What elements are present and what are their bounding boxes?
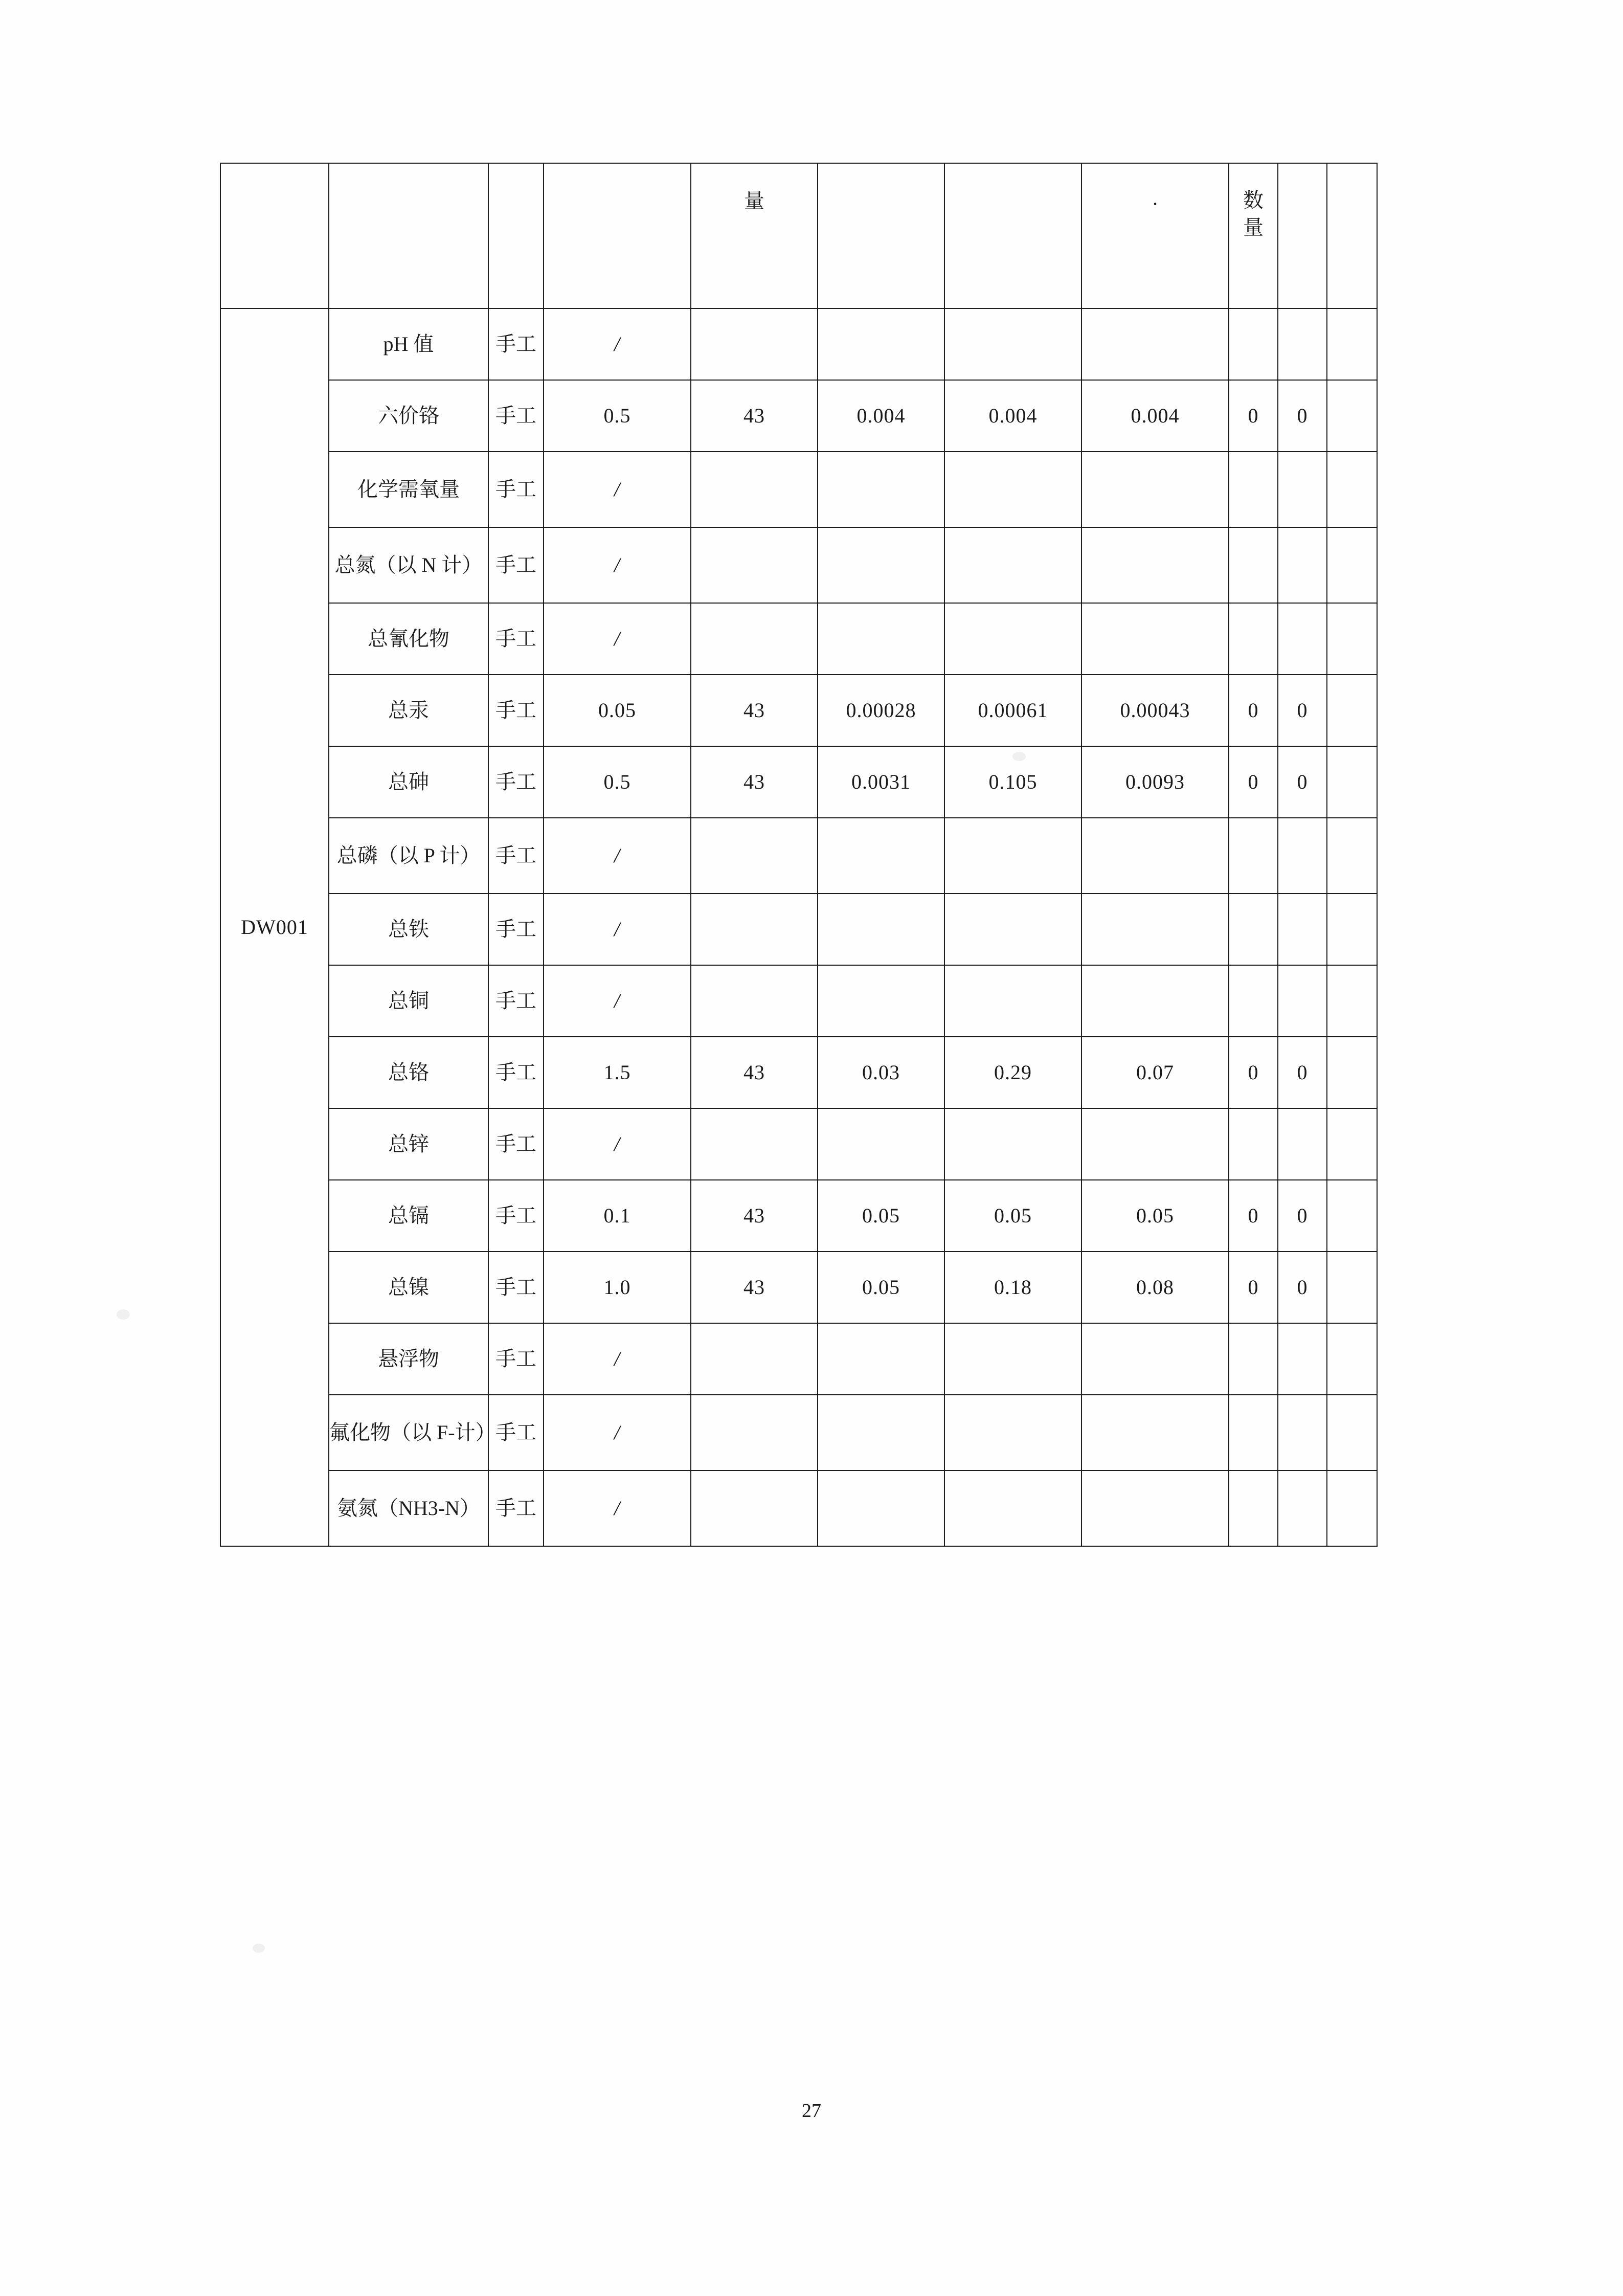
- pollutant-name-cell: 氟化物（以 F-计）: [329, 1395, 488, 1470]
- extra-cell: [1327, 965, 1377, 1037]
- table-row: [220, 675, 1377, 746]
- max-value-cell: [944, 894, 1081, 965]
- monitor-count-cell: 43: [691, 1037, 818, 1108]
- table-row: [220, 746, 1377, 818]
- exceed-count-cell: [1229, 818, 1278, 894]
- exceed-count-cell: [1229, 965, 1278, 1037]
- extra-cell: [1327, 603, 1377, 675]
- extra-cell: [1327, 1470, 1377, 1546]
- exceed-count-cell: [1229, 1323, 1278, 1395]
- monitor-count-cell: [691, 1470, 818, 1546]
- monitor-count-cell: 43: [691, 675, 818, 746]
- header-label-quantity: 量: [744, 189, 764, 212]
- exceed-rate-cell: [1278, 527, 1327, 603]
- monitor-method-label: 手工: [495, 1061, 536, 1084]
- max-value-cell: 0.05: [944, 1180, 1081, 1252]
- min-value-cell: 0.05: [818, 1180, 944, 1252]
- monitor-count-cell: 43: [691, 746, 818, 818]
- monitor-method-cell: [488, 308, 544, 380]
- min-value-cell: [818, 308, 944, 380]
- emission-limit-cell: 0.1: [544, 1180, 691, 1252]
- exceed-rate-cell: 0: [1278, 675, 1327, 746]
- pollutant-name-cell: 总磷（以 P 计）: [329, 818, 488, 894]
- monitor-method-cell: [488, 1252, 544, 1323]
- monitor-method-label: 手工: [495, 844, 536, 867]
- extra-cell: [1327, 746, 1377, 818]
- monitor-method-label: 手工: [495, 332, 536, 355]
- emission-limit-cell: 1.0: [544, 1252, 691, 1323]
- min-value-cell: 0.05: [818, 1252, 944, 1323]
- exceed-rate-cell: [1278, 1470, 1327, 1546]
- exceed-rate-cell: 0: [1278, 1180, 1327, 1252]
- table-row: [220, 527, 1377, 603]
- monitor-count-cell: [691, 603, 818, 675]
- min-value-cell: [818, 1395, 944, 1470]
- max-value-cell: [944, 1395, 1081, 1470]
- exceed-rate-cell: 0: [1278, 1037, 1327, 1108]
- header-cell-pollutant: [329, 163, 488, 308]
- header-cell-quantity: [691, 163, 818, 308]
- table-row: [220, 1252, 1377, 1323]
- emission-limit-cell: /: [544, 1470, 691, 1546]
- exceed-count-cell: 0: [1229, 1037, 1278, 1108]
- table-row: [220, 1323, 1377, 1395]
- emission-limit-cell: 1.5: [544, 1037, 691, 1108]
- emission-limit-cell: /: [544, 452, 691, 527]
- monitor-count-cell: [691, 965, 818, 1037]
- monitor-method-cell: [488, 603, 544, 675]
- avg-value-cell: [1081, 965, 1229, 1037]
- table-row: [220, 452, 1377, 527]
- pollutant-name-cell: 总汞: [329, 675, 488, 746]
- exceed-rate-cell: [1278, 308, 1327, 380]
- avg-value-cell: 0.004: [1081, 380, 1229, 452]
- exceed-rate-cell: 0: [1278, 746, 1327, 818]
- header-label-dot: ·: [1152, 192, 1159, 215]
- pollutant-name-cell: 总砷: [329, 746, 488, 818]
- table-row: [220, 818, 1377, 894]
- min-value-cell: [818, 1323, 944, 1395]
- exceed-rate-cell: [1278, 894, 1327, 965]
- monitor-method-cell: [488, 675, 544, 746]
- exceed-count-cell: [1229, 894, 1278, 965]
- monitor-count-cell: [691, 894, 818, 965]
- monitor-method-cell: [488, 1323, 544, 1395]
- monitor-method-label: 手工: [495, 553, 536, 576]
- monitor-method-label: 手工: [495, 1276, 536, 1299]
- header-cell-limit: [544, 163, 691, 308]
- monitor-method-cell: [488, 894, 544, 965]
- max-value-cell: [944, 308, 1081, 380]
- max-value-cell: 0.00061: [944, 675, 1081, 746]
- emission-limit-cell: 0.5: [544, 746, 691, 818]
- min-value-cell: [818, 1108, 944, 1180]
- paper-smudge: [253, 1944, 265, 1953]
- avg-value-cell: 0.07: [1081, 1037, 1229, 1108]
- avg-value-cell: [1081, 818, 1229, 894]
- emission-limit-cell: /: [544, 1323, 691, 1395]
- emission-limit-cell: /: [544, 1395, 691, 1470]
- emission-limit-cell: /: [544, 818, 691, 894]
- monitor-count-cell: [691, 308, 818, 380]
- extra-cell: [1327, 527, 1377, 603]
- monitor-method-label: 手工: [495, 404, 536, 427]
- max-value-cell: [944, 452, 1081, 527]
- avg-value-cell: [1081, 1323, 1229, 1395]
- extra-cell: [1327, 1180, 1377, 1252]
- exceed-count-cell: 0: [1229, 675, 1278, 746]
- pollutant-name-cell: 化学需氧量: [329, 452, 488, 527]
- data-table: [220, 163, 1378, 1547]
- monitor-method-cell: [488, 452, 544, 527]
- exceed-count-cell: [1229, 1395, 1278, 1470]
- exceed-rate-cell: [1278, 818, 1327, 894]
- exceed-count-cell: 0: [1229, 746, 1278, 818]
- avg-value-cell: [1081, 308, 1229, 380]
- pollutant-name-cell: 总氰化物: [329, 603, 488, 675]
- avg-value-cell: [1081, 1395, 1229, 1470]
- table-row: [220, 1037, 1377, 1108]
- emission-limit-cell: /: [544, 308, 691, 380]
- monitor-method-label: 手工: [495, 989, 536, 1012]
- max-value-cell: [944, 818, 1081, 894]
- pollutant-name-cell: 总氮（以 N 计）: [329, 527, 488, 603]
- min-value-cell: [818, 527, 944, 603]
- monitor-method-cell: [488, 746, 544, 818]
- table-row: [220, 1108, 1377, 1180]
- header-label-exceed-quantity: 数量: [1243, 189, 1264, 239]
- avg-value-cell: [1081, 894, 1229, 965]
- pollutant-name-cell: 总铁: [329, 894, 488, 965]
- monitor-method-label: 手工: [495, 770, 536, 793]
- min-value-cell: [818, 603, 944, 675]
- pollutant-name-cell: 六价铬: [329, 380, 488, 452]
- monitor-count-cell: 43: [691, 380, 818, 452]
- avg-value-cell: [1081, 603, 1229, 675]
- monitor-method-cell: [488, 965, 544, 1037]
- max-value-cell: 0.18: [944, 1252, 1081, 1323]
- monitor-method-cell: [488, 1395, 544, 1470]
- header-cell-min: [818, 163, 944, 308]
- monitor-method-cell: [488, 527, 544, 603]
- min-value-cell: 0.00028: [818, 675, 944, 746]
- exceed-count-cell: 0: [1229, 1180, 1278, 1252]
- monitor-method-label: 手工: [495, 918, 536, 941]
- exceed-rate-cell: [1278, 965, 1327, 1037]
- min-value-cell: 0.0031: [818, 746, 944, 818]
- emission-limit-cell: /: [544, 603, 691, 675]
- monitor-method-cell: [488, 1180, 544, 1252]
- monitor-count-cell: [691, 1395, 818, 1470]
- monitor-count-cell: [691, 452, 818, 527]
- avg-value-cell: [1081, 1108, 1229, 1180]
- emission-limit-cell: /: [544, 894, 691, 965]
- header-cell-extra: [1327, 163, 1377, 308]
- table-row: [220, 1395, 1377, 1470]
- avg-value-cell: [1081, 527, 1229, 603]
- max-value-cell: 0.004: [944, 380, 1081, 452]
- page-number: 27: [802, 2100, 821, 2122]
- exceed-count-cell: 0: [1229, 380, 1278, 452]
- exceed-rate-cell: 0: [1278, 1252, 1327, 1323]
- header-cell-rate: [1278, 163, 1327, 308]
- max-value-cell: [944, 1323, 1081, 1395]
- site-code-cell: DW001: [220, 308, 329, 1546]
- min-value-cell: 0.03: [818, 1037, 944, 1108]
- monitor-method-label: 手工: [495, 478, 536, 501]
- exceed-count-cell: [1229, 1470, 1278, 1546]
- monitor-method-label: 手工: [495, 1204, 536, 1227]
- monitor-count-cell: [691, 527, 818, 603]
- monitor-method-label: 手工: [495, 1421, 536, 1444]
- pollutant-name-cell: 总镉: [329, 1180, 488, 1252]
- table-row: [220, 603, 1377, 675]
- monitor-method-label: 手工: [495, 1347, 536, 1370]
- monitor-method-cell: [488, 1108, 544, 1180]
- min-value-cell: [818, 965, 944, 1037]
- table-row: [220, 380, 1377, 452]
- min-value-cell: [818, 894, 944, 965]
- exceed-count-cell: [1229, 1108, 1278, 1180]
- table-row: [220, 965, 1377, 1037]
- max-value-cell: 0.105: [944, 746, 1081, 818]
- avg-value-cell: 0.08: [1081, 1252, 1229, 1323]
- extra-cell: [1327, 675, 1377, 746]
- avg-value-cell: 0.0093: [1081, 746, 1229, 818]
- monitor-count-cell: [691, 1108, 818, 1180]
- monitor-method-label: 手工: [495, 1497, 536, 1520]
- pollutant-name-cell: 总铬: [329, 1037, 488, 1108]
- exceed-rate-cell: [1278, 452, 1327, 527]
- emission-limit-cell: 0.05: [544, 675, 691, 746]
- pollutant-name-cell: pH 值: [329, 308, 488, 380]
- extra-cell: [1327, 1037, 1377, 1108]
- table-row: [220, 894, 1377, 965]
- max-value-cell: [944, 527, 1081, 603]
- extra-cell: [1327, 1395, 1377, 1470]
- monitor-method-label: 手工: [495, 699, 536, 722]
- header-cell-exceed-quantity: [1229, 163, 1278, 308]
- extra-cell: [1327, 380, 1377, 452]
- min-value-cell: 0.004: [818, 380, 944, 452]
- pollutant-name-cell: 氨氮（NH3-N）: [329, 1470, 488, 1546]
- exceed-rate-cell: [1278, 1395, 1327, 1470]
- avg-value-cell: [1081, 1470, 1229, 1546]
- monitor-method-label: 手工: [495, 627, 536, 650]
- monitor-count-cell: [691, 818, 818, 894]
- extra-cell: [1327, 452, 1377, 527]
- emission-limit-cell: /: [544, 965, 691, 1037]
- header-cell-max: [944, 163, 1081, 308]
- table-row: [220, 1180, 1377, 1252]
- emission-limit-cell: /: [544, 527, 691, 603]
- monitor-method-cell: [488, 380, 544, 452]
- max-value-cell: [944, 1470, 1081, 1546]
- table-row: [220, 308, 1377, 380]
- pollutant-name-cell: 总铜: [329, 965, 488, 1037]
- exceed-rate-cell: 0: [1278, 380, 1327, 452]
- avg-value-cell: [1081, 452, 1229, 527]
- monitor-method-cell: [488, 1470, 544, 1546]
- extra-cell: [1327, 308, 1377, 380]
- max-value-cell: [944, 603, 1081, 675]
- extra-cell: [1327, 818, 1377, 894]
- extra-cell: [1327, 1323, 1377, 1395]
- extra-cell: [1327, 1252, 1377, 1323]
- exceed-rate-cell: [1278, 1323, 1327, 1395]
- monitor-method-label: 手工: [495, 1132, 536, 1155]
- emission-limit-cell: 0.5: [544, 380, 691, 452]
- table-row: [220, 1470, 1377, 1546]
- pollutant-name-cell: 总镍: [329, 1252, 488, 1323]
- exceed-rate-cell: [1278, 1108, 1327, 1180]
- table-header-row: [220, 163, 1377, 308]
- pollutant-name-cell: 悬浮物: [329, 1323, 488, 1395]
- exceed-count-cell: [1229, 603, 1278, 675]
- monitor-method-cell: [488, 818, 544, 894]
- header-cell-site: [220, 163, 329, 308]
- emission-limit-cell: /: [544, 1108, 691, 1180]
- monitor-count-cell: 43: [691, 1180, 818, 1252]
- min-value-cell: [818, 452, 944, 527]
- avg-value-cell: 0.00043: [1081, 675, 1229, 746]
- exceed-rate-cell: [1278, 603, 1327, 675]
- header-cell-dot: [1081, 163, 1229, 308]
- monitor-count-cell: 43: [691, 1252, 818, 1323]
- min-value-cell: [818, 818, 944, 894]
- monitor-method-cell: [488, 1037, 544, 1108]
- header-cell-method: [488, 163, 544, 308]
- paper-smudge: [117, 1309, 130, 1320]
- extra-cell: [1327, 1108, 1377, 1180]
- max-value-cell: [944, 965, 1081, 1037]
- exceed-count-cell: [1229, 308, 1278, 380]
- extra-cell: [1327, 894, 1377, 965]
- pollutant-monitoring-table: [220, 163, 1366, 1547]
- monitor-count-cell: [691, 1323, 818, 1395]
- pollutant-name-cell: 总锌: [329, 1108, 488, 1180]
- min-value-cell: [818, 1470, 944, 1546]
- avg-value-cell: 0.05: [1081, 1180, 1229, 1252]
- exceed-count-cell: [1229, 527, 1278, 603]
- exceed-count-cell: 0: [1229, 1252, 1278, 1323]
- exceed-count-cell: [1229, 452, 1278, 527]
- max-value-cell: [944, 1108, 1081, 1180]
- max-value-cell: 0.29: [944, 1037, 1081, 1108]
